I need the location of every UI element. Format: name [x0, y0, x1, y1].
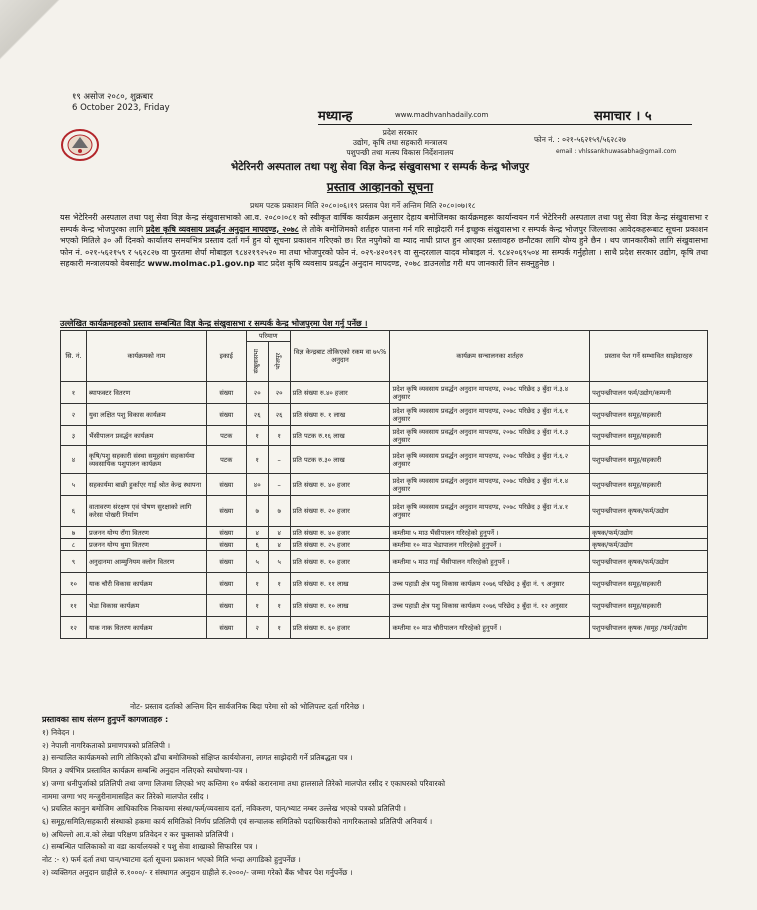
- cell-unit: संख्या: [206, 573, 246, 595]
- header-conditions: कार्यक्रम सन्चालनका शर्तहरु: [390, 331, 590, 382]
- table-row: [61, 595, 708, 617]
- table-row: [61, 404, 708, 426]
- cell-sn: ७: [61, 527, 87, 539]
- document-item: २) नेपाली नागरिकताको प्रमाणपत्रको प्रतिलिपी ।: [42, 740, 171, 750]
- cell-grant: प्रति संख्या रु. १० लाख: [290, 595, 390, 617]
- cell-partner: पशुपन्छीपालन समूह/सहकारी: [590, 446, 708, 474]
- cell-program: सहकार्यमा बाछी हुर्काएर गाई श्रोत केन्द्र स्थापना: [86, 474, 206, 496]
- cell-condition: प्रदेश कृषि व्यवसाय प्रवर्द्धन अनुदान मापदण्ड, २०७८ परिछेद ३ बुँदा नं.४.१ अनुसार: [390, 496, 590, 527]
- cell-partner: पशुपन्छीपालन समूह/सहकारी: [590, 404, 708, 426]
- date-english: 6 October 2023, Friday: [72, 103, 170, 113]
- cell-grant: प्रति संख्या रु. ६० हजार: [290, 617, 390, 639]
- cell-unit: संख्या: [206, 539, 246, 551]
- cell-program: भेडा विकास कार्यक्रम: [86, 595, 206, 617]
- cell-condition: प्रदेश कृषि व्यवसाय प्रवर्द्धन अनुदान मापदण्ड, २०७८ परिछेद ३ बुँदा नं.६.१ अनुसार: [390, 404, 590, 426]
- cell-unit: पटक: [206, 426, 246, 446]
- document-item: ६) समूह/समिति/सहकारी संस्थाको हकमा कार्य समितिको निर्णय प्रतिलिपी एवं सन्चालक समितिको पदाधिकारीको नागरिकताको प्रतिलिपी अनिवार्य ।: [42, 816, 433, 826]
- cell-qty-sankhuwasabha: २६: [246, 404, 268, 426]
- cell-grant: प्रति संख्या रु. २५ हजार: [290, 539, 390, 551]
- cell-grant: प्रति संख्या रु.४० हजार: [290, 382, 390, 404]
- cell-qty-bhojpur: ७: [268, 496, 290, 527]
- cell-program: याक चौरी विकास कार्यक्रम: [86, 573, 206, 595]
- program-table: [60, 330, 708, 639]
- header-grant: विज्ञ केन्द्रबाट तोकिएको रकम वा ७५% अनुदान: [290, 331, 390, 382]
- office-phone: फोन नं. : ०२१-५६२१५९/५६२८२७: [534, 135, 626, 144]
- office-line-1: प्रदेश सरकार: [382, 128, 418, 137]
- cell-sn: ४: [61, 446, 87, 474]
- cell-qty-bhojpur: ५: [268, 551, 290, 573]
- cell-qty-bhojpur: –: [268, 474, 290, 496]
- cell-partner: पशुपन्छीपालन फर्म/उद्योग/कम्पनी: [590, 382, 708, 404]
- cell-partner: कृषक/फर्म/उद्योग: [590, 539, 708, 551]
- header-quantity: परिमाण: [246, 331, 290, 342]
- header-partners: प्रस्ताव पेश गर्ने सम्भावित साझेदारहरु: [590, 331, 708, 382]
- cell-partner: पशुपन्छीपालन समूह/सहकारी: [590, 573, 708, 595]
- cell-partner: कृषक/फर्म/उद्योग: [590, 527, 708, 539]
- body-highlight: प्रदेश कृषि व्यवसाय प्रवर्द्धन अनुदान मापदण्ड, २०७८: [145, 224, 299, 234]
- cell-qty-sankhuwasabha: ४: [246, 527, 268, 539]
- cell-condition: प्रदेश कृषि व्यवसाय प्रवर्द्धन अनुदान मापदण्ड, २०७८ परिछेद ३ बुँदा नं.३.४ अनुसार: [390, 382, 590, 404]
- cell-condition: कम्तीमा १० माउ भेडापालन गरिरहेको हुनुपर्ने ।: [390, 539, 590, 551]
- document-item: नाममा जग्गा भए मन्जुरीनामासहित कर तिरेको मालपोत रसीद ।: [42, 791, 209, 801]
- cell-sn: १०: [61, 573, 87, 595]
- notice-title: प्रस्ताव आव्हानको सूचना: [326, 180, 434, 194]
- cell-qty-sankhuwasabha: १: [246, 426, 268, 446]
- office-email: email : vhlssankhuwasabha@gmail.com: [556, 148, 677, 155]
- cell-grant: प्रति पटक रु.३० लाख: [290, 446, 390, 474]
- cell-sn: ५: [61, 474, 87, 496]
- body-part-1: यस भेटेरिनरी अस्पताल तथा पशु सेवा विज्ञ केन्द्र संखुवासभाको आ.व. २०८०।०८१ को स्वीकृत वार्षिक कार्यक्रम अनुसार देहाय बमोजिमका कार्यक्रमहरू कार्यान्वयन गर्न भेटेरिनरी अस्पताल तथा पशु सेवा विज्ञ केन्द्र संखुवासभा र सम्पर्क केन्द्र भोजपुरका लागि: [60, 213, 708, 234]
- cell-qty-sankhuwasabha: ७: [246, 496, 268, 527]
- office-line-3: पशुपन्छी तथा मत्स्य विकास निर्देशनालय: [346, 148, 454, 157]
- cell-program: प्रजनन योग्य राँगा वितरण: [86, 527, 206, 539]
- cell-partner: पशुपन्छीपालन कृषक/फर्म/उद्योग: [590, 496, 708, 527]
- cell-qty-sankhuwasabha: ६: [246, 539, 268, 551]
- table-row: [61, 474, 708, 496]
- masthead-url: www.madhvanhadaily.com: [395, 111, 489, 119]
- table-row: [61, 551, 708, 573]
- cell-unit: संख्या: [206, 496, 246, 527]
- notice-body: [60, 212, 708, 270]
- cell-qty-bhojpur: ४: [268, 539, 290, 551]
- body-part-2: ले तोके बमोजिमको शर्तहरु पालना गर्न गरि साझेदारी गर्न इच्छुक संखुवासभा र सम्पर्क केन्द्र भोजपुर जिल्लाका आवेदकहरूबाट सूचना प्रकाशन भएको मितिले ३० औं दिनको कार्यालय समयभित्र प्रस्ताव दर्ता गर्न हुन यो सूचना प्रकाशन गरिएको छ। रित नपुगेको वा म्याद नाघी प्राप्त हुन आएका प्रस्तावहरु छनौटका लागि योग्य हुने छैन । थप जानकारीको लागि संखुवासभा फोन नं. ०२१-५६२१५९ र ५६२८२७ वा फुरतमा शेर्पा मोबाइल ९८४२१९२५२० मा तथा भोजपुरको फोन नं. ०२९-४२०९२९ वा सुन्दरलाल यादव मोबाइल नं. ९८४२०६९५०४ मा सम्पर्क गर्नुहोला । साथै प्रदेश सरकार उद्योग, कृषि तथा सहकारी मन्त्रालयको वेबसाईट: [60, 224, 708, 269]
- cell-grant: प्रति पटक रु.१६ लाख: [290, 426, 390, 446]
- cell-sn: १२: [61, 617, 87, 639]
- table-row: [61, 426, 708, 446]
- documents-list: [42, 727, 722, 879]
- cell-qty-sankhuwasabha: १: [246, 595, 268, 617]
- cell-program: कृषि/पशु सहकारी संस्था समूहसंग सहकार्यमा व्यवसायिक पशुपालन कार्यक्रम: [86, 446, 206, 474]
- cell-unit: पटक: [206, 446, 246, 474]
- dateline: [72, 92, 170, 114]
- table-row: [61, 496, 708, 527]
- cell-grant: प्रति संख्या रु. १० हजार: [290, 551, 390, 573]
- cell-unit: संख्या: [206, 595, 246, 617]
- cell-program: वातावरण संरक्षण एवं पोषण सुरक्षाको लागि करेसा पोखरी निर्माण: [86, 496, 206, 527]
- body-part-3: बाट प्रदेश कृषि व्यवसाय प्रवर्द्धन अनुदान मापदण्ड, २०७८ डाउनलोड गरी थप जानकारी लिन सक्नुहुनेछ ।: [257, 259, 555, 269]
- table-heading: उल्लेखित कार्यक्रमहरुको प्रस्ताव सम्बन्धित विज्ञ केन्द्र संखुवासभा र सम्पर्क केन्द्र भोजपुरमा पेश गर्नु पर्नेछ ।: [60, 319, 368, 328]
- cell-sn: ११: [61, 595, 87, 617]
- header-unit: इकाई: [206, 331, 246, 382]
- cell-qty-sankhuwasabha: ५: [246, 551, 268, 573]
- cell-qty-sankhuwasabha: १: [246, 446, 268, 474]
- table-row: [61, 539, 708, 551]
- table-row: [61, 382, 708, 404]
- document-item: नोट :- १) फर्म दर्ता तथा पान/भ्याटमा दर्ता सूचना प्रकाशन भएको मिति भन्दा अगाडिको हुनुपर्नेछ ।: [42, 855, 301, 865]
- cell-qty-bhojpur: –: [268, 446, 290, 474]
- page-corner-fold: [0, 0, 60, 60]
- cell-unit: संख्या: [206, 474, 246, 496]
- document-item: ७) अघिल्लो आ.व.को लेखा परिक्षण प्रतिवेदन र कर चुक्ताको प्रतिलिपी ।: [42, 829, 234, 839]
- cell-unit: संख्या: [206, 382, 246, 404]
- cell-qty-bhojpur: २६: [268, 404, 290, 426]
- cell-qty-sankhuwasabha: २०: [246, 382, 268, 404]
- cell-program: भैंसीपालन प्रवर्द्धन कार्यक्रम: [86, 426, 206, 446]
- cell-condition: उच्च पहाडी क्षेत्र पशु विकास कार्यक्रम २०७६ परिछेद ३ बुँदा नं. १२ अनुसार: [390, 595, 590, 617]
- cell-condition: प्रदेश कृषि व्यवसाय प्रवर्द्धन अनुदान मापदण्ड, २०७८ परिछेद ३ बुँदा नं.६.२ अनुसार: [390, 446, 590, 474]
- cell-qty-bhojpur: १: [268, 617, 290, 639]
- office-line-2: उद्योग, कृषि तथा सहकारी मन्त्रालय: [352, 138, 448, 147]
- cell-partner: पशुपन्छीपालन कृषक/फर्म/उद्योग: [590, 551, 708, 573]
- cell-qty-bhojpur: १: [268, 426, 290, 446]
- cell-unit: संख्या: [206, 404, 246, 426]
- table-row: [61, 617, 708, 639]
- cell-program: युवा लक्षित पशु विकास कार्यक्रम: [86, 404, 206, 426]
- cell-qty-bhojpur: १: [268, 573, 290, 595]
- cell-qty-bhojpur: १: [268, 595, 290, 617]
- masthead-name: मध्यान्ह: [318, 109, 353, 124]
- header-sn: सि. नं.: [61, 331, 87, 382]
- cell-sn: ३: [61, 426, 87, 446]
- cell-qty-bhojpur: ४: [268, 527, 290, 539]
- header-qty-sankhuwasabha: संखुवासभा: [246, 342, 268, 382]
- cell-program: याक नाक वितरण कार्यक्रम: [86, 617, 206, 639]
- cell-condition: कम्तीमा ५ माउ गाई भैंसीपालन गरिरहेको हुनुपर्ने ।: [390, 551, 590, 573]
- cell-qty-sankhuwasabha: ४०: [246, 474, 268, 496]
- document-item: १) निवेदन ।: [42, 728, 75, 737]
- cell-grant: प्रति संख्या रु. १ लाख: [290, 404, 390, 426]
- cell-sn: ९: [61, 551, 87, 573]
- document-item: विगत ३ वर्षभित्र प्रस्तावित कार्यक्रम सम्बन्धि अनुदान नलिएको स्वघोषणा-पत्र ।: [42, 766, 248, 776]
- document-item: ५) प्रचलित कानुन बमोजिम आधिकारिक निकायमा संस्था/फर्म/व्यवसाय दर्ता, नविकरण, पान/भ्याट नम्बर उल्लेख भएको पत्रको प्रतिलिपी ।: [42, 804, 406, 814]
- cell-unit: संख्या: [206, 527, 246, 539]
- cell-qty-sankhuwasabha: २: [246, 617, 268, 639]
- cell-grant: प्रति संख्या रु. ११ लाख: [290, 573, 390, 595]
- cell-sn: ६: [61, 496, 87, 527]
- header-qty-bhojpur: भोजपुर: [268, 342, 290, 382]
- cell-qty-sankhuwasabha: १: [246, 573, 268, 595]
- table-row: [61, 527, 708, 539]
- publication-dates: प्रथम पटक प्रकाशन मिति २०८०।०६।१९ प्रस्ताव पेश गर्ने अन्तिम मिति २०८०।०७।१८: [250, 201, 476, 210]
- cell-grant: प्रति संख्या रु. २० हजार: [290, 496, 390, 527]
- table-row: [61, 573, 708, 595]
- documents-heading: प्रस्तावका साथ संलग्न हुनुपर्ने कागजातहरु :: [42, 715, 169, 724]
- nepal-government-emblem-icon: [60, 128, 100, 162]
- cell-program: प्रजनन योग्य थुमा वितरण: [86, 539, 206, 551]
- document-item: ४) जग्गा धनीपुर्जाको प्रतिलिपी तथा जग्गा लिजमा लिएको भए कम्तिमा १० वर्षको करारनामा तथा हालसाले तिरेको मालपोत रसीद र एकाघरको परिवारको: [42, 778, 446, 788]
- cell-condition: कम्तीमा १० माउ चौरीपालन गरिरहेको हुनुपर्ने ।: [390, 617, 590, 639]
- document-item: ८) सम्बन्धित पालिकाको वा वडा कार्यालयको र पशु सेवा शाखाको सिफारिस पत्र ।: [42, 842, 258, 852]
- cell-sn: ८: [61, 539, 87, 551]
- header-program: कार्यक्रमको नाम: [86, 331, 206, 382]
- masthead-section: समाचार । ५: [594, 109, 652, 124]
- cell-partner: पशुपन्छीपालन कृषक /समूह /फर्म/उद्योग: [590, 617, 708, 639]
- masthead-rule: [318, 124, 692, 125]
- cell-partner: पशुपन्छीपालन समूह/सहकारी: [590, 474, 708, 496]
- ministry-website: www.molmac.p1.gov.np: [147, 259, 255, 269]
- cell-program: ब्याफक्टर वितरण: [86, 382, 206, 404]
- date-nepali: १९ असोज २०८०, शुक्रबार: [72, 92, 153, 102]
- cell-grant: प्रति संख्या रु. ४० हजार: [290, 527, 390, 539]
- cell-sn: २: [61, 404, 87, 426]
- document-item: २) व्यक्तिगत अनुदान ग्राहीले रु.१०००/- र संस्थागत अनुदान ग्राहीले रु.२०००/- जम्मा गरेको बैंक भौचर पेश गर्नुपर्नेछ ।: [42, 867, 353, 877]
- cell-partner: पशुपन्छीपालन समूह/सहकारी: [590, 595, 708, 617]
- cell-grant: प्रति संख्या रु. ४० हजार: [290, 474, 390, 496]
- registration-note: नोट- प्रस्ताव दर्ताको अन्तिम दिन सार्वजनिक बिदा परेमा सो को भोलिपल्ट दर्ता गरिनेछ ।: [130, 702, 365, 711]
- cell-unit: संख्या: [206, 551, 246, 573]
- cell-condition: उच्च पहाडी क्षेत्र पशु विकास कार्यक्रम २०७६ परिछेद ३ बुँदा नं. ९ अनुसार: [390, 573, 590, 595]
- cell-qty-bhojpur: २०: [268, 382, 290, 404]
- document-item: ३) सन्चालित कार्यक्रमको लागि तोकिएको ढाँचा बमोजिमको संक्षिप्त कार्ययोजना, लागत साझेदारी गर्ने प्रतिबद्धता पत्र ।: [42, 753, 353, 763]
- organization-name: भेटेरिनरी अस्पताल तथा पशु सेवा विज्ञ केन्द्र संखुवासभा र सम्पर्क केन्द्र भोजपुर: [230, 161, 530, 173]
- cell-condition: प्रदेश कृषि व्यवसाय प्रवर्द्धन अनुदान मापदण्ड, २०७८ परिछेद ३ बुँदा नं.१.३ अनुसार: [390, 426, 590, 446]
- cell-condition: प्रदेश कृषि व्यवसाय प्रवर्द्धन अनुदान मापदण्ड, २०७८ परिछेद ३ बुँदा नं.१.४ अनुसार: [390, 474, 590, 496]
- table-row: [61, 446, 708, 474]
- cell-condition: कम्तीमा ५ माउ भैंसीपालन गरिरहेको हुनुपर्ने ।: [390, 527, 590, 539]
- cell-program: अनुदानमा आम्मुनियम क्लोन वितरण: [86, 551, 206, 573]
- cell-sn: १: [61, 382, 87, 404]
- cell-unit: संख्या: [206, 617, 246, 639]
- cell-partner: पशुपन्छीपालन समूह/सहकारी: [590, 426, 708, 446]
